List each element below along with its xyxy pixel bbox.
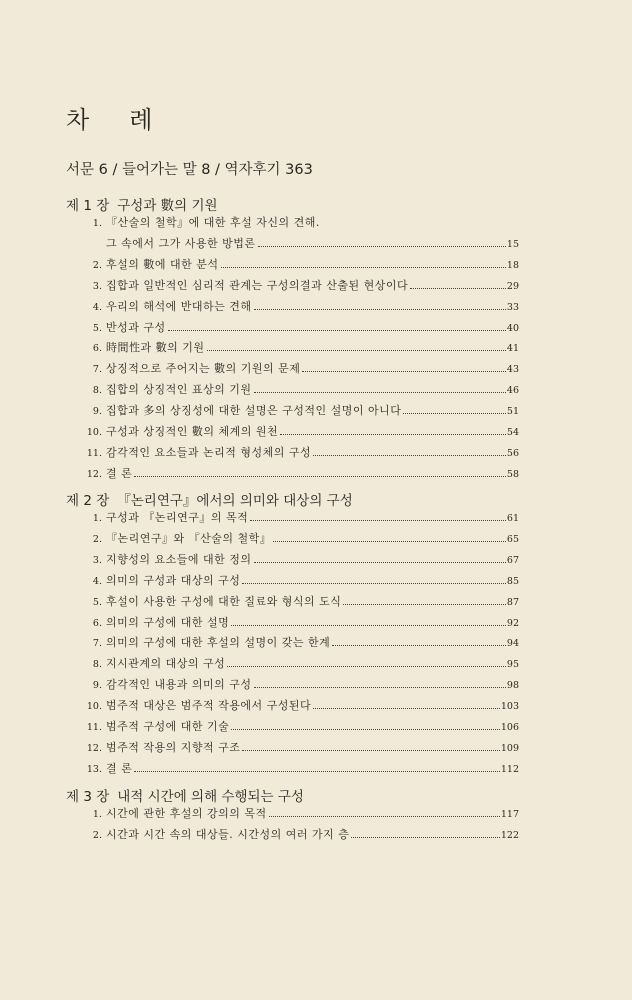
entry-title: 상징적으로 주어지는 數의 기원의 문제 (106, 362, 301, 375)
entry-page-number: 98 (506, 680, 519, 691)
toc-entry[interactable] (80, 509, 519, 527)
entry-title: 그 속에서 그가 사용한 방법론 (106, 237, 256, 250)
entry-number: 9. (92, 680, 102, 691)
page-title (66, 100, 154, 135)
front-matter: 서문 6 / 들어가는 말 8 / 역자후기 363 (66, 162, 313, 178)
chapter-title: 『논리연구』에서의 의미와 대상의 구성 (117, 493, 353, 509)
entry-number: 7. (92, 364, 102, 375)
entry-page-number: 109 (500, 743, 519, 754)
page-title-part-1: 차 (66, 106, 92, 134)
entry-page-number: 65 (506, 534, 519, 545)
chapter-title: 구성과 數의 기원 (117, 198, 218, 214)
toc-entry[interactable] (80, 444, 519, 462)
entry-number: 6. (92, 618, 102, 629)
entry-title: 우리의 해석에 반대하는 견해 (106, 300, 252, 313)
dot-leader (227, 665, 506, 667)
entry-number: 4. (92, 302, 102, 313)
entry-page-number: 43 (506, 364, 519, 375)
page-title-part-2: 례 (129, 106, 155, 134)
dot-leader (250, 519, 506, 521)
entry-title: 시간에 관한 후설의 강의의 목적 (106, 807, 267, 820)
dot-leader (343, 603, 506, 605)
toc-entry[interactable] (80, 572, 519, 590)
entry-title: 의미의 구성에 대한 설명 (106, 616, 230, 629)
entry-title: 감각적인 요소들과 논리적 형성체의 구성 (106, 446, 312, 459)
entry-title: 결 론 (106, 467, 133, 480)
toc-entry[interactable] (80, 402, 519, 420)
toc-entry[interactable] (80, 256, 519, 274)
entry-page-number: 87 (506, 597, 519, 608)
entry-page-number: 61 (506, 513, 519, 524)
entry-page-number: 85 (506, 576, 519, 587)
dot-leader (254, 391, 506, 393)
dot-leader (242, 582, 506, 584)
entry-number: 1. (92, 513, 102, 524)
entry-page-number: 15 (506, 239, 519, 250)
entry-page-number: 67 (506, 555, 519, 566)
entry-title: 時間性과 數의 기원 (106, 341, 205, 354)
dot-leader (332, 644, 506, 646)
dot-leader (242, 749, 499, 751)
toc-entry[interactable] (80, 826, 519, 844)
entry-number: 10. (86, 427, 102, 438)
dot-leader (351, 836, 499, 838)
entry-page-number: 40 (506, 323, 519, 334)
dot-leader (207, 349, 506, 351)
toc-entry[interactable] (80, 760, 519, 778)
toc-entry[interactable] (80, 655, 519, 673)
dot-leader (254, 686, 506, 688)
entry-title: 반성과 구성 (106, 321, 166, 334)
chapter-title: 내적 시간에 의해 수행되는 구성 (117, 789, 304, 805)
entry-title: 후설의 數에 대한 분석 (106, 258, 219, 271)
entry-number: 2. (92, 830, 102, 841)
dot-leader (269, 815, 500, 817)
entry-title: 범주적 구성에 대한 기술 (106, 720, 230, 733)
entry-number: 11. (86, 448, 102, 459)
entry-page-number: 92 (506, 618, 519, 629)
chapter-heading[interactable] (66, 194, 218, 214)
toc-entry[interactable] (80, 381, 519, 399)
toc-entry[interactable] (80, 339, 519, 357)
toc-entry[interactable] (80, 235, 519, 253)
dot-leader (273, 540, 506, 542)
entry-page-number: 95 (506, 659, 519, 670)
entry-title: 집합과 일반적인 심리적 관계는 구성의결과 산출된 현상이다 (106, 279, 409, 292)
toc-entry[interactable] (80, 676, 519, 694)
entry-title: 의미의 구성에 대한 후설의 설명이 갖는 한계 (106, 636, 331, 649)
entry-title: 결 론 (106, 762, 133, 775)
dot-leader (258, 245, 506, 247)
dot-leader (313, 707, 500, 709)
chapter-number: 제 2 장 (66, 493, 110, 509)
dot-leader (410, 287, 506, 289)
entry-number: 5. (92, 323, 102, 334)
entry-page-number: 56 (506, 448, 519, 459)
toc-entry[interactable] (80, 593, 519, 611)
entry-number: 9. (92, 406, 102, 417)
entry-number: 3. (92, 281, 102, 292)
dot-leader (134, 475, 506, 477)
dot-leader (231, 624, 506, 626)
entry-page-number: 117 (500, 809, 519, 820)
entry-number: 5. (92, 597, 102, 608)
entry-title: 구성과 상징적인 數의 체계의 원천 (106, 425, 279, 438)
toc-entry[interactable] (80, 319, 519, 337)
toc-entry[interactable] (80, 423, 519, 441)
entry-title: 『산술의 철학』에 대한 후설 자신의 견해. (106, 216, 320, 229)
dot-leader (403, 412, 506, 414)
dot-leader (254, 308, 506, 310)
toc-entry[interactable] (80, 360, 519, 378)
toc-entry[interactable] (80, 718, 519, 736)
entry-number: 2. (92, 534, 102, 545)
entry-title: 집합과 多의 상징성에 대한 설명은 구성적인 설명이 아니다 (106, 404, 402, 417)
dot-leader (231, 728, 500, 730)
entry-number: 8. (92, 385, 102, 396)
entry-page-number: 54 (506, 427, 519, 438)
entry-title: 감각적인 내용과 의미의 구성 (106, 678, 252, 691)
entry-number: 7. (92, 638, 102, 649)
entry-title: 집합의 상징적인 표상의 기원 (106, 383, 252, 396)
chapter-number: 제 1 장 (66, 198, 110, 214)
entry-page-number: 41 (506, 343, 519, 354)
dot-leader (302, 370, 506, 372)
toc-entry[interactable] (80, 614, 519, 632)
toc-entry[interactable] (80, 530, 519, 548)
entry-title: 범주적 작용의 지향적 구조 (106, 741, 241, 754)
entry-page-number: 33 (506, 302, 519, 313)
dot-leader (280, 433, 506, 435)
chapter-number: 제 3 장 (66, 789, 110, 805)
entry-number: 8. (92, 659, 102, 670)
entry-page-number: 106 (500, 722, 519, 733)
entry-title: 시간과 시간 속의 대상들. 시간성의 여러 가지 층 (106, 828, 350, 841)
toc-entry[interactable] (80, 634, 519, 652)
toc-entry[interactable] (80, 298, 519, 316)
dot-leader (313, 454, 506, 456)
toc-entry[interactable] (80, 465, 519, 483)
dot-leader (168, 329, 506, 331)
entry-page-number: 29 (506, 281, 519, 292)
toc-entry[interactable] (80, 551, 519, 569)
entry-page-number: 122 (500, 830, 519, 841)
entry-number: 10. (86, 701, 102, 712)
chapter-heading[interactable] (66, 785, 304, 805)
entry-number: 12. (86, 469, 102, 480)
entry-page-number: 46 (506, 385, 519, 396)
entry-title: 지시관계의 대상의 구성 (106, 657, 226, 670)
entry-title: 『논리연구』와 『산술의 철학』 (106, 532, 272, 545)
entry-page-number: 103 (500, 701, 519, 712)
dot-leader (134, 770, 500, 772)
entry-number: 12. (86, 743, 102, 754)
entry-page-number: 112 (500, 764, 519, 775)
toc-entry[interactable] (80, 697, 519, 715)
entry-number: 1. (92, 218, 102, 229)
entry-title: 후설이 사용한 구성에 대한 질료와 형식의 도식 (106, 595, 342, 608)
toc-entry[interactable] (80, 214, 519, 232)
dot-leader (221, 266, 506, 268)
entry-page-number: 58 (506, 469, 519, 480)
entry-page-number: 94 (506, 638, 519, 649)
entry-number: 2. (92, 260, 102, 271)
entry-title: 의미의 구성과 대상의 구성 (106, 574, 241, 587)
entry-number: 4. (92, 576, 102, 587)
entry-title: 구성과 『논리연구』의 목적 (106, 511, 249, 524)
dot-leader (254, 561, 506, 563)
toc-entry[interactable] (80, 277, 519, 295)
entry-title: 지향성의 요소들에 대한 정의 (106, 553, 252, 566)
entry-page-number: 51 (506, 406, 519, 417)
entry-title: 범주적 대상은 범주적 작용에서 구성된다 (106, 699, 312, 712)
toc-entry[interactable] (80, 739, 519, 757)
toc-entry[interactable] (80, 805, 519, 823)
entry-number: 6. (92, 343, 102, 354)
entry-number: 13. (86, 764, 102, 775)
entry-number: 3. (92, 555, 102, 566)
entry-page-number: 18 (506, 260, 519, 271)
entry-number: 11. (86, 722, 102, 733)
chapter-heading[interactable] (66, 489, 353, 509)
entry-number: 1. (92, 809, 102, 820)
